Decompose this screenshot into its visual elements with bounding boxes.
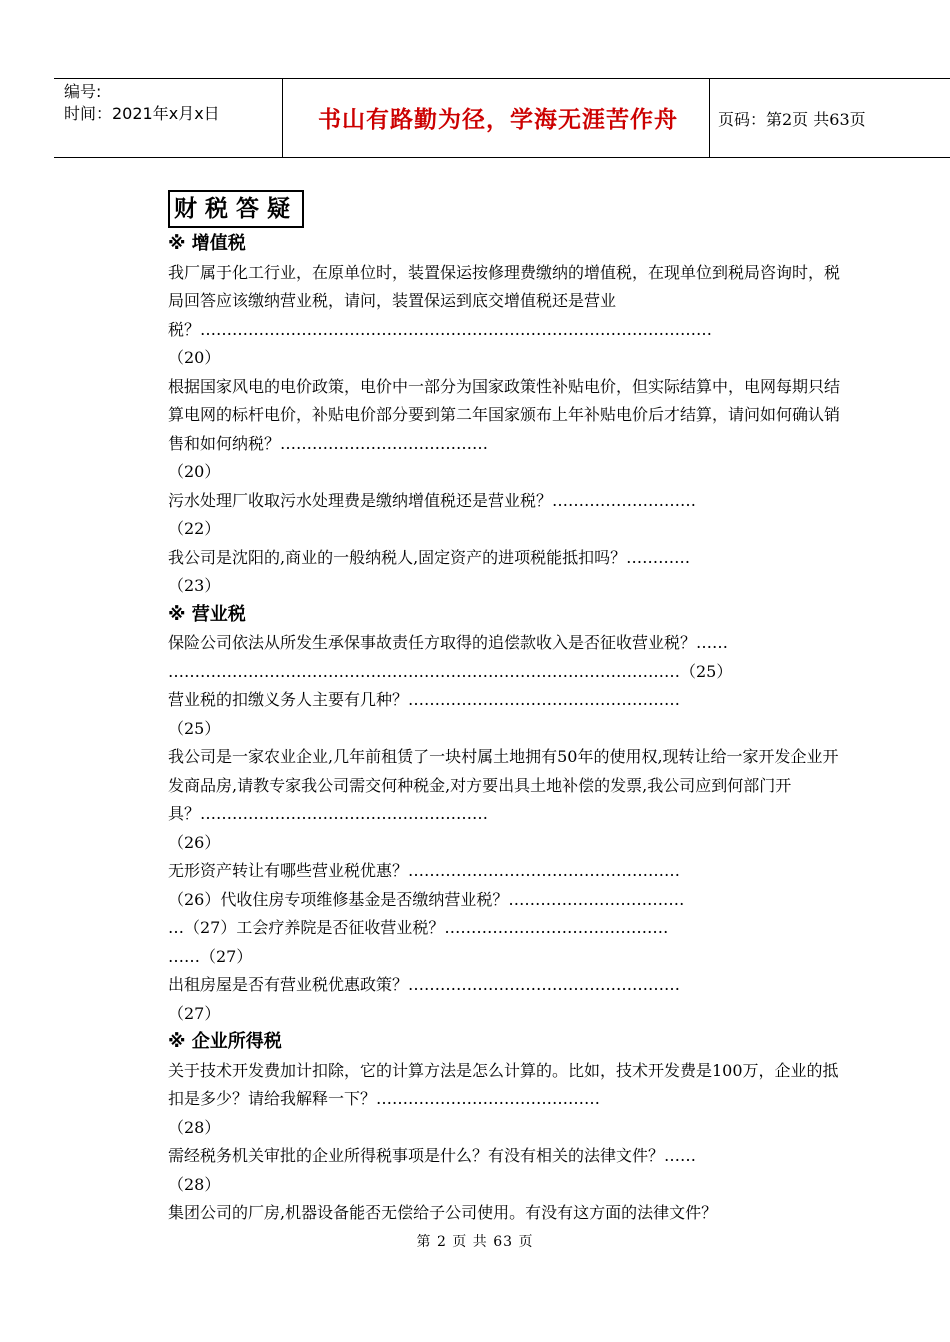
question-item: 关于技术开发费加计扣除，它的计算方法是怎么计算的。比如，技术开发费是100万，企业的抵扣是多少？请给我解释一下？…………………………………… bbox=[168, 1060, 839, 1108]
page-reference: （20） bbox=[168, 462, 221, 481]
section-vat bbox=[168, 230, 844, 601]
page-reference: （27） bbox=[168, 1003, 221, 1023]
page-reference: （23） bbox=[168, 576, 221, 595]
page-reference: （28） bbox=[168, 1174, 221, 1194]
question-item: 保险公司依法从所发生承保事故责任方取得的追偿款收入是否征收营业税？…… bbox=[168, 633, 729, 652]
question-item: 我公司是一家农业企业,几年前租赁了一块村属土地拥有50年的使用权,现转让给一家开发企业开发商品房,请教专家我公司需交何种税金,对方要出具土地补偿的发票,我公司应到何部门开具？……………………………………………… bbox=[168, 747, 839, 823]
document-body bbox=[168, 190, 844, 1228]
section-business-tax bbox=[168, 601, 844, 1029]
question-item: …（27）工会疗养院是否征收营业税？…………………………………… bbox=[168, 918, 669, 937]
section-heading: ※ 增值税 bbox=[168, 233, 246, 254]
question-item: 我公司是沈阳的,商业的一般纳税人,固定资产的进项税能抵扣吗？………… bbox=[168, 547, 691, 567]
question-item: 我厂属于化工行业，在原单位时，装置保运按修理费缴纳的增值税，在现单位到税局咨询时，税局回答应该缴纳营业税，请问，装置保运到底交增值税还是营业税？…………………………………………………………………………………… bbox=[168, 262, 841, 339]
document-time-label: 时间：2021年x月x日 bbox=[64, 104, 220, 123]
page-reference: ……………………………………………………………………………………（25） bbox=[168, 661, 733, 681]
document-number-label: 编号: bbox=[64, 82, 102, 101]
page-header bbox=[54, 78, 950, 158]
section-heading: ※ 营业税 bbox=[168, 603, 246, 625]
question-item: 根据国家风电的电价政策，电价中一部分为国家政策性补贴电价，但实际结算中，电网每期只结算电网的标杆电价，补贴电价部分要到第二年国家颁布上年补贴电价后才结算，请问如何确认销售和如何纳税？………………………………… bbox=[168, 376, 841, 453]
document-title: 财税答疑 bbox=[168, 190, 304, 228]
header-divider-left bbox=[282, 79, 283, 157]
section-income-tax bbox=[168, 1028, 844, 1228]
question-item: （26）代收住房专项维修基金是否缴纳营业税？…………………………… bbox=[168, 889, 685, 909]
question-item: 集团公司的厂房,机器设备能否无偿给子公司使用。有没有这方面的法律文件？ bbox=[168, 1203, 718, 1222]
page-reference: （26） bbox=[168, 832, 221, 852]
question-item: 污水处理厂收取污水处理费是缴纳增值税还是营业税？……………………… bbox=[168, 490, 697, 510]
header-page-info: 页码：第2页 共63页 bbox=[718, 110, 866, 129]
header-divider-right bbox=[709, 79, 710, 157]
page-reference: （20） bbox=[168, 348, 221, 367]
page-reference: （25） bbox=[168, 718, 221, 738]
page-footer: 第 2 页 共 63 页 bbox=[416, 1234, 534, 1250]
header-meta bbox=[64, 81, 220, 125]
section-heading: ※ 企业所得税 bbox=[168, 1031, 282, 1052]
page-reference: （28） bbox=[168, 1117, 221, 1137]
question-item: 需经税务机关审批的企业所得税事项是什么？有没有相关的法律文件？…… bbox=[168, 1146, 697, 1165]
page-reference: （22） bbox=[168, 519, 221, 538]
page-reference: ……（27） bbox=[168, 946, 253, 966]
question-item: 出租房屋是否有营业税优惠政策？…………………………………………… bbox=[168, 975, 681, 994]
question-item: 无形资产转让有哪些营业税优惠？…………………………………………… bbox=[168, 861, 681, 880]
header-motto: 书山有路勤为径，学海无涯苦作舟 bbox=[318, 107, 678, 133]
question-item: 营业税的扣缴义务人主要有几种？…………………………………………… bbox=[168, 690, 681, 709]
